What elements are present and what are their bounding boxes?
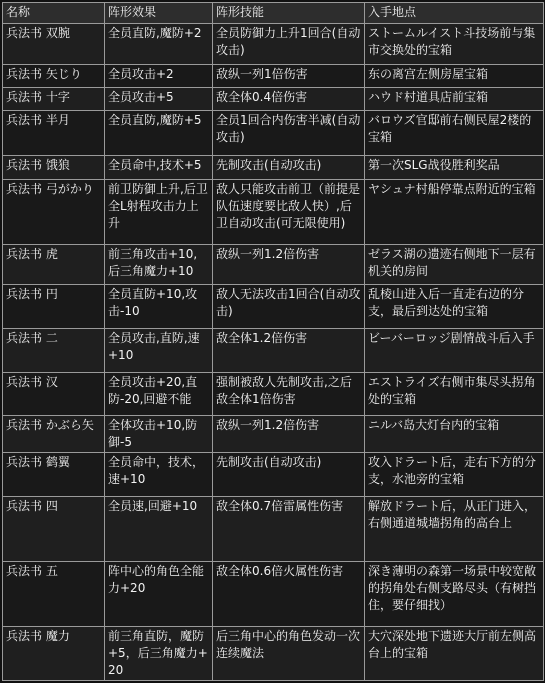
table-row — [3, 329, 544, 373]
formation-book-table — [2, 2, 544, 681]
header-formation-effect: 阵形效果 — [105, 3, 213, 24]
table-row — [3, 88, 544, 111]
cell-name: 兵法书 矢じり — [3, 64, 105, 87]
table-row — [3, 496, 544, 561]
table-header-row — [3, 3, 544, 24]
cell-effect: 全员攻击,直防,速+10 — [105, 329, 213, 373]
cell-location: 乱棱山进入后一直走右边的分支，最后到达处的宝箱 — [365, 285, 544, 329]
cell-skill: 先制攻击(自动攻击) — [213, 453, 365, 497]
cell-location: バロウズ官邸前右侧民屋2楼的宝箱 — [365, 111, 544, 156]
cell-name: 兵法书 鹤翼 — [3, 453, 105, 497]
cell-effect: 全员直防,魔防+2 — [105, 24, 213, 65]
cell-name: 兵法书 二 — [3, 329, 105, 373]
cell-skill: 敌全体0.6倍火属性伤害 — [213, 561, 365, 626]
cell-skill: 敌全体1.2倍伤害 — [213, 329, 365, 373]
header-formation-skill: 阵形技能 — [213, 3, 365, 24]
cell-skill: 强制被敌人先制攻击,之后敌全体1倍伤害 — [213, 372, 365, 416]
cell-name: 兵法书 双腕 — [3, 24, 105, 65]
cell-location: 攻入ドラート后，走右下方的分支，水池旁的宝箱 — [365, 453, 544, 497]
table-row — [3, 64, 544, 87]
cell-skill: 敌人无法攻击1回合(自动攻击) — [213, 285, 365, 329]
cell-skill: 后三角中心的角色发动一次连续魔法 — [213, 626, 365, 680]
table-row — [3, 285, 544, 329]
cell-effect: 阵中心的角色全能力+20 — [105, 561, 213, 626]
cell-skill: 敌全体0.4倍伤害 — [213, 88, 365, 111]
table-row — [3, 156, 544, 179]
header-name: 名称 — [3, 3, 105, 24]
table-row — [3, 561, 544, 626]
table-row — [3, 179, 544, 244]
table-row — [3, 626, 544, 680]
cell-effect: 全体攻击+10,防御-5 — [105, 416, 213, 453]
cell-skill: 先制攻击(自动攻击) — [213, 156, 365, 179]
cell-location: エストライズ右侧市集尽头拐角处的宝箱 — [365, 372, 544, 416]
cell-location: ゼラス湖の遗迹右侧地下一层有机关的房间 — [365, 244, 544, 285]
cell-name: 兵法书 五 — [3, 561, 105, 626]
cell-location: ハウド村道具店前宝箱 — [365, 88, 544, 111]
cell-effect: 全员命中,技术+5 — [105, 156, 213, 179]
cell-effect: 全员直防+10,攻击-10 — [105, 285, 213, 329]
table-row — [3, 24, 544, 65]
cell-effect: 全员直防,魔防+5 — [105, 111, 213, 156]
cell-name: 兵法书 半月 — [3, 111, 105, 156]
cell-skill: 敌纵一列1.2倍伤害 — [213, 416, 365, 453]
cell-effect: 全员命中，技术，速+10 — [105, 453, 213, 497]
cell-name: 兵法书 饿狼 — [3, 156, 105, 179]
cell-effect: 全员攻击+5 — [105, 88, 213, 111]
cell-location: ビーバーロッジ剧情战斗后入手 — [365, 329, 544, 373]
cell-effect: 全员攻击+20,直防-20,回避不能 — [105, 372, 213, 416]
cell-skill: 敌全体0.7倍雷属性伤害 — [213, 496, 365, 561]
table-row — [3, 416, 544, 453]
cell-name: 兵法书 十字 — [3, 88, 105, 111]
table-row — [3, 111, 544, 156]
cell-effect: 全员速,回避+10 — [105, 496, 213, 561]
table-row — [3, 372, 544, 416]
formation-book-table-container — [2, 2, 543, 681]
cell-effect: 全员攻击+2 — [105, 64, 213, 87]
cell-location: 解放ドラート后，从正门进入，右侧通道城墙拐角的高台上 — [365, 496, 544, 561]
cell-effect: 前三角攻击+10,后三角魔力+10 — [105, 244, 213, 285]
table-row — [3, 453, 544, 497]
cell-name: 兵法书 弓がかり — [3, 179, 105, 244]
cell-name: 兵法书 かぶら矢 — [3, 416, 105, 453]
cell-name: 兵法书 汉 — [3, 372, 105, 416]
cell-name: 兵法书 四 — [3, 496, 105, 561]
cell-skill: 敌纵一列1倍伤害 — [213, 64, 365, 87]
header-obtain-location: 入手地点 — [365, 3, 544, 24]
cell-location: 东の离宫左侧房屋宝箱 — [365, 64, 544, 87]
cell-location: ストームルイスト斗技场前与集市交换处的宝箱 — [365, 24, 544, 65]
cell-location: 深き薄明の森第一场景中较宽敞的拐角处右侧支路尽头（有树挡住，要仔细找） — [365, 561, 544, 626]
table-row — [3, 244, 544, 285]
cell-skill: 全员防御力上升1回合(自动攻击) — [213, 24, 365, 65]
cell-location: ニルバ岛大灯台内的宝箱 — [365, 416, 544, 453]
cell-effect: 前三角直防，魔防+5，后三角魔力+20 — [105, 626, 213, 680]
cell-location: ヤシュナ村船停靠点附近的宝箱 — [365, 179, 544, 244]
cell-effect: 前卫防御上升,后卫全L射程攻击力上升 — [105, 179, 213, 244]
cell-skill: 敌人只能攻击前卫（前提是队伍速度要比敌人快）,后卫自动攻击(可无限使用) — [213, 179, 365, 244]
cell-location: 大穴深处地下遗迹大厅前左侧高台上的宝箱 — [365, 626, 544, 680]
cell-skill: 全员1回合内伤害半减(自动攻击) — [213, 111, 365, 156]
cell-name: 兵法书 円 — [3, 285, 105, 329]
cell-skill: 敌纵一列1.2倍伤害 — [213, 244, 365, 285]
cell-location: 第一次SLG战役胜利奖品 — [365, 156, 544, 179]
cell-name: 兵法书 虎 — [3, 244, 105, 285]
cell-name: 兵法书 魔力 — [3, 626, 105, 680]
